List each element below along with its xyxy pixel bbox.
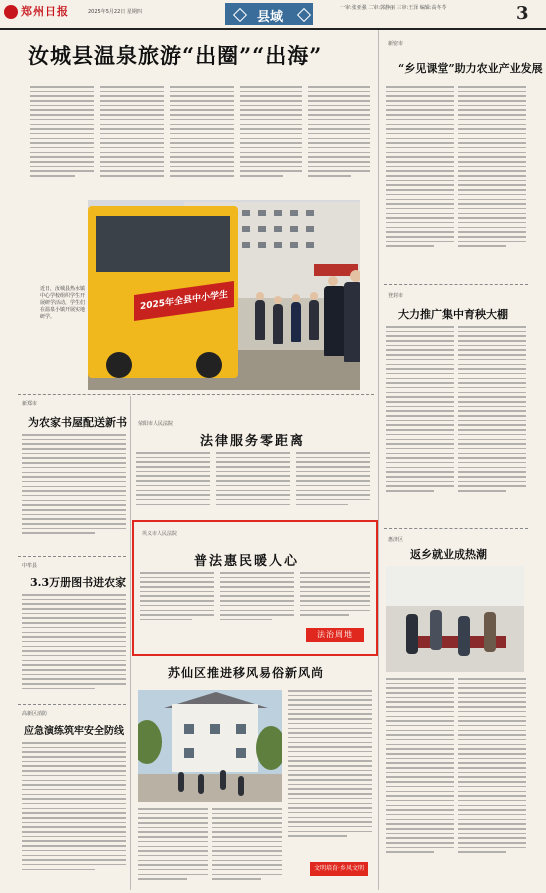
right-low-kicker: 惠济区 bbox=[388, 537, 404, 543]
issue-date: 2025年5月22日 星期四 bbox=[88, 9, 142, 15]
right-mid-kicker: 登封市 bbox=[388, 293, 404, 299]
left-bottom-kicker: 高新区消防 bbox=[22, 711, 48, 717]
right-top-text-1 bbox=[386, 86, 454, 280]
left-mid-kicker: 新郑市 bbox=[22, 401, 38, 407]
lead-headline: 汝城县温泉旅游“出圈”“出海” bbox=[28, 43, 323, 68]
lead-photo bbox=[88, 200, 360, 390]
right-mid-text-1 bbox=[386, 326, 454, 522]
right-top-headline: “乡见课堂”助力农业产业发展 bbox=[398, 62, 543, 75]
section-tab bbox=[225, 3, 313, 25]
left-low-headline: 3.3万册图书进农家 bbox=[30, 576, 127, 589]
left-low-kicker: 中牟县 bbox=[22, 563, 38, 569]
center-mid-headline: 法律服务零距离 bbox=[200, 434, 306, 449]
lead-text-col-3 bbox=[170, 86, 234, 194]
lead-text-col-1 bbox=[30, 86, 94, 194]
employment-photo bbox=[386, 566, 524, 672]
logo-text: 郑州日报 bbox=[21, 5, 69, 18]
lead-text-col-2 bbox=[100, 86, 164, 194]
left-mid-headline: 为农家书屋配送新书 bbox=[28, 416, 127, 429]
page-number: 3 bbox=[516, 3, 529, 24]
editor-meta: 一审:张亚强 二审:郭静丽 三审:王泽 编辑:高冬苓 bbox=[340, 5, 447, 11]
masthead bbox=[0, 0, 546, 30]
school-bus bbox=[88, 206, 238, 378]
center-mid-text-1 bbox=[136, 452, 210, 516]
right-top-text-2 bbox=[458, 86, 526, 280]
left-bottom-text bbox=[22, 742, 126, 884]
diamond-icon bbox=[297, 8, 311, 22]
right-top-kicker: 新密市 bbox=[388, 41, 404, 47]
section-label: 县域 bbox=[257, 10, 284, 25]
center-low-headline: 苏仙区推进移风易俗新风尚 bbox=[168, 666, 325, 680]
lead-text-col-5 bbox=[308, 86, 370, 194]
center-mid-kicker: 荥阳市人民法院 bbox=[138, 421, 174, 427]
legal-column-tag: 法治周地 bbox=[306, 628, 364, 642]
right-mid-text-2 bbox=[458, 326, 526, 522]
right-low-text-1 bbox=[386, 678, 454, 884]
center-low-text-1 bbox=[288, 690, 372, 854]
newspaper-logo bbox=[4, 2, 72, 22]
logo-emblem-icon bbox=[4, 5, 18, 19]
red-box-text-2 bbox=[220, 572, 294, 628]
center-mid-text-3 bbox=[296, 452, 370, 516]
village-photo bbox=[138, 690, 282, 802]
left-mid-text bbox=[22, 434, 126, 552]
red-box-headline: 普法惠民暖人心 bbox=[194, 554, 300, 569]
red-box-kicker: 巩义市人民法院 bbox=[142, 531, 178, 537]
photo-caption: 近日，汝城县热水镇中心学校组织学生开展研学活动，学生们在温泉小镇开展实地研学。 bbox=[40, 286, 86, 320]
center-low-text-3 bbox=[212, 808, 282, 888]
center-low-text-2 bbox=[138, 808, 208, 888]
right-mid-headline: 大力推广集中育秧大棚 bbox=[398, 308, 508, 321]
lead-text-col-4 bbox=[240, 86, 302, 194]
left-low-text bbox=[22, 594, 126, 700]
bus-banner: 2025年全县中小学生 bbox=[134, 281, 234, 321]
red-box-text-1 bbox=[140, 572, 214, 628]
left-bottom-headline: 应急演练筑牢安全防线 bbox=[24, 726, 124, 737]
diamond-icon bbox=[233, 8, 247, 22]
legal-feature-box bbox=[132, 520, 378, 656]
red-box-text-3 bbox=[300, 572, 370, 626]
right-low-text-2 bbox=[458, 678, 526, 884]
civilization-column-tag: 文明培育·乡风文明 bbox=[310, 862, 368, 876]
center-mid-text-2 bbox=[216, 452, 290, 516]
right-low-headline: 返乡就业成热潮 bbox=[410, 548, 487, 561]
